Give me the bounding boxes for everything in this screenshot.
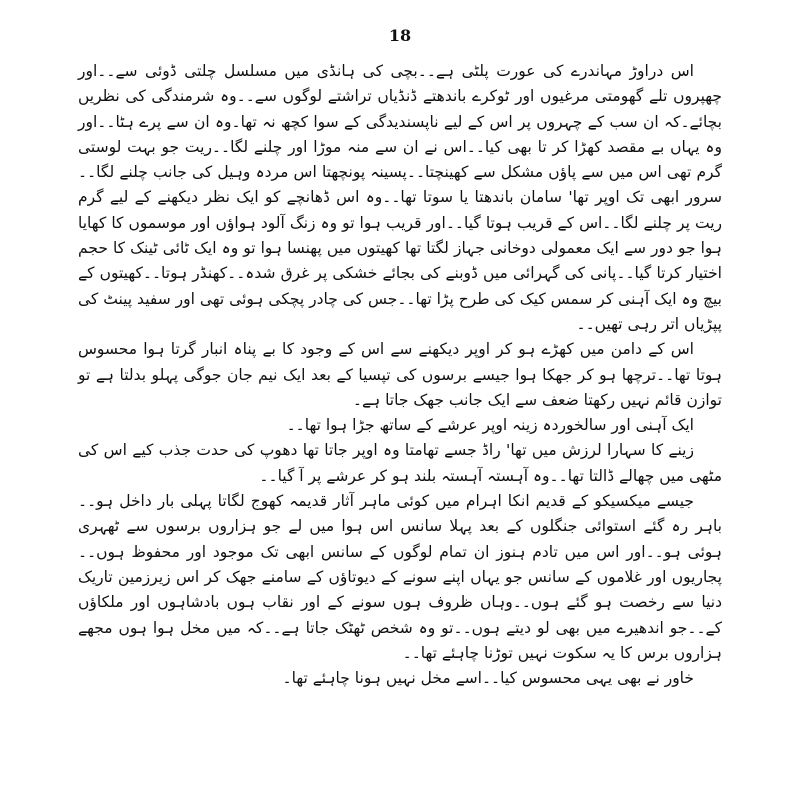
paragraph: خاور نے بھی یہی محسوس کیا۔۔اسے مخل نہیں ہونا چاہئے تھا۔: [282, 669, 694, 688]
paragraph: جیسے میکسیکو کے قدیم انکا اہرام میں کوئی ماہر آثار قدیمہ کھوج لگاتا پہلی بار داخل ہو۔۔باہر رہ گئے استوائی جنگلوں کے بعد پہلا سانس اس ہوا میں لے جو ہزاروں برسوں سے ٹھہری ہوئی ہو۔۔اور اس میں تادم ہنوز ان تمام لوگوں کے سانس ابھی تک موجود اور محفوظ ہوں۔۔پجاریوں اور غلاموں کے سانس جو یہاں اپنے سونے کے دیوتاؤں کے سامنے جھک کر اس زیرزمین تاریک دنیا سے رخصت ہو گئے ہوں۔۔وہاں ظروف ہوں سونے کے اور نقاب ہوں بادشاہوں اور ملکاؤں کے۔۔جو اندھیرے میں بھی لو دیتے ہوں۔۔تو وہ شخص ٹھٹک جاتا ہے۔۔کہ میں مخل ہوا ہوں مجھے ہزاروں برس کا یہ سکوت نہیں توڑنا چاہئے تھا۔۔: [78, 492, 722, 662]
paragraph: زینے کا سہارا لرزش میں تھا' راڈ جسے تھامتا وہ اوپر جاتا تھا دھوپ کی حدت جذب کیے اس کی مٹھی میں چھالے ڈالتا تھا۔۔وہ آہستہ آہستہ بلند ہو کر عرشے پر آ گیا۔۔: [78, 441, 722, 485]
page-number: 18: [388, 26, 412, 45]
body-text: [78, 59, 722, 691]
paragraph: اس دراوڑ مہاندرے کی عورت پلٹی ہے۔۔بچی کی ہانڈی میں مسلسل چلتی ڈوئی سے۔۔اور چھپروں تلے گھومتی مرغیوں اور ٹوکرے باندھتے ڈنڈیاں تراشتے لوگوں سے۔۔وہ شرمندگی کی نظریں بچائے۔کہ ان سب کے چہروں پر اس کے لیے ناپسندیدگی کے سوا کچھ نہ تھا۔وہ ان سے پرے ہٹا۔۔اور وہ یہاں بے مقصد کھڑا کر تا بھی کیا۔۔اس نے ان سے منہ موڑا اور چلنے لگا۔۔ریت جو بہت لوستی گرم تھی اس میں سے پاؤں مشکل سے کھینچتا۔۔پسینہ پونچھتا اس مردہ وہیل کی جانب چلنے لگا۔۔سرور ابھی تک اوپر تھا' سامان باندھتا یا سوتا تھا۔۔وہ اس ڈھانچے کو ایک نظر دیکھنے کے لیے گرم ریت پر چلنے لگا۔۔اس کے قریب ہوتا گیا۔۔اور قریب ہوا تو وہ زنگ آلود ہواؤں اور موسموں کا کھایا ہوا جو دور سے ایک معمولی دوخانی جہاز لگتا تھا کھیتوں میں پھنسا ہوا تو وہ ایک ٹائی ٹینک کا حجم اختیار کرتا گیا۔۔پانی کی گہرائی میں ڈوبنے کی بجائے خشکی پر غرق شدہ۔۔کھنڈر ہوتا۔۔کھیتوں کے بیچ وہ ایک آہنی کر سمس کیک کی طرح پڑا تھا۔۔جس کی چادر پچکی ہوئی تھی اور سفید پینٹ کی پپڑیاں اتر رہی تھیں۔۔: [78, 62, 722, 333]
paragraph: اس کے دامن میں کھڑے ہو کر اوپر دیکھنے سے اس کے وجود کا بے پناہ انبار گرتا ہوا محسوس ہوتا تھا۔۔ترچھا ہو کر جھکا ہوا جیسے برسوں کی تپسیا کے بعد ایک نیم جان جوگی پہلو بدلتا ہے تو توازن قائم نہیں رکھتا ضعف سے ایک جانب جھک جاتا ہے۔: [78, 340, 722, 409]
paragraph: ایک آہنی اور سالخوردہ زینہ اوپر عرشے کے ساتھ جڑا ہوا تھا۔۔: [286, 416, 694, 435]
